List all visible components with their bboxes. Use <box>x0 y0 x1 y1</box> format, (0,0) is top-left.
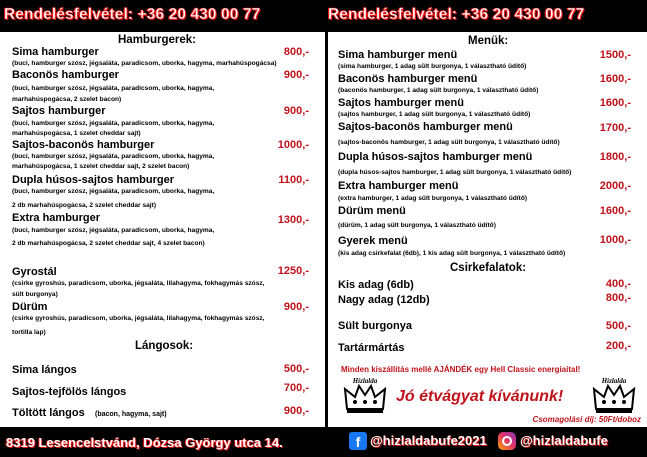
menu-item-price: 1500,- <box>599 49 631 61</box>
logo-lettering: Hízlalda <box>352 377 378 385</box>
slogan: Jó étvágyat kívánunk! <box>396 388 564 405</box>
menu-item-price: 1600,- <box>599 205 631 217</box>
langos-title: Lángosok: <box>135 340 194 352</box>
menu-item-desc: marhahúspogácsa, 1 szelet cheddar sajt) <box>12 130 141 137</box>
menu-item-desc: sült burgonya) <box>12 291 58 298</box>
menu-item-price: 400,- <box>605 278 631 290</box>
menus-title: Menük: <box>468 35 509 47</box>
menu-item-desc: (sajtos-baconös hamburger, 1 adag sült burgonya, 1 választható üdítő) <box>338 139 560 146</box>
menu-item-name: Sima hamburger <box>12 46 99 58</box>
left-menu-panel <box>0 32 325 427</box>
menu-item-price: 900,- <box>283 69 309 81</box>
instagram-handle[interactable]: @hizlaldabufe <box>520 433 608 448</box>
phone-number-right[interactable]: Rendelésfelvétel: +36 20 430 00 77 <box>328 6 585 23</box>
menu-item-name: Kis adag (6db) <box>338 279 414 291</box>
menu-item-price: 2000,- <box>599 180 631 192</box>
right-menu-panel <box>328 32 647 427</box>
crown-logo-left <box>343 375 387 415</box>
menu-item-name: Baconös hamburger <box>12 69 119 81</box>
menu-item-name: Baconös hamburger menü <box>338 73 478 85</box>
menu-item-desc: marhahúspogácsa, 2 szelet bacon) <box>12 96 122 103</box>
menu-item-name: Dupla húsos-sajtos hamburger <box>12 174 174 186</box>
menu-item-desc: (csirke gyroshús, paradicsom, uborka, jégsaláta, lilahagyma, fokhagymás szósz, <box>12 280 265 287</box>
menu-item-price: 700,- <box>283 382 309 394</box>
menu-item-price: 1250,- <box>277 265 309 277</box>
menu-item-price: 1600,- <box>599 73 631 85</box>
menu-item-price: 1700,- <box>599 122 631 134</box>
menu-item-name: Sima lángos <box>12 364 77 376</box>
packaging-fee: Csomagolási díj: 50Ft/doboz <box>532 415 641 424</box>
menu-item-price: 200,- <box>605 340 631 352</box>
menu-item-price: 500,- <box>283 363 309 375</box>
menu-item-name: Gyerek menü <box>338 235 408 247</box>
menu-item-name: Sajtos-baconös hamburger <box>12 139 155 151</box>
menu-item-price: 1000,- <box>599 234 631 246</box>
menu-item-name: Dürüm menü <box>338 205 406 217</box>
menu-item-name: Sajtos hamburger menü <box>338 97 464 109</box>
menu-item-desc: marhahúspogácsa, 1 szelet cheddar sajt, 2 szelet bacon) <box>12 163 190 170</box>
menu-item-name: Sült burgonya <box>338 320 412 332</box>
menu-item-desc: (sima hamburger, 1 adag sült burgonya, 1 választható üdítő) <box>338 63 527 70</box>
menu-item-desc: 2 db marhahúspogácsa, 2 szelet cheddar sajt, 4 szelet bacon) <box>12 240 205 247</box>
menu-item-desc: (dürüm, 1 adag sült burgonya, 1 választható üdítő) <box>338 222 496 229</box>
menu-item-price: 900,- <box>283 405 309 417</box>
menu-item-price: 800,- <box>605 292 631 304</box>
menu-item-name: Töltött lángos <box>12 407 85 419</box>
instagram-icon[interactable] <box>498 432 516 450</box>
menu-item-price: 1000,- <box>277 139 309 151</box>
menu-item-desc: (baconös hamburger, 1 adag sült burgonya, 1 választható üdítő) <box>338 87 539 94</box>
menu-item-desc: (dupla húsos-sajtos hamburger, 1 adag sült burgonya, 1 választható üdítő) <box>338 169 572 176</box>
menu-item-desc: (buci, hamburger szósz, jégsaláta, paradicsom, uborka, hagyma, <box>12 188 215 195</box>
crown-logo-right <box>592 375 636 415</box>
menu-item-desc: (csirke gyroshús, paradicsom, uborka, jégsaláta, lilahagyma, fokhagymás szósz, <box>12 315 265 322</box>
menu-item-name: Sajtos hamburger <box>12 105 106 117</box>
menu-item-desc: (buci, hamburger szósz, jégsaláta, paradicsom, uborka, hagyma, marhahúspogácsa) <box>12 60 277 67</box>
menu-item-price: 1600,- <box>599 97 631 109</box>
facebook-handle[interactable]: @hizlaldabufe2021 <box>370 433 487 448</box>
menu-item-price: 1800,- <box>599 151 631 163</box>
menu-item-name: Nagy adag (12db) <box>338 294 430 306</box>
menu-item-desc: (sajtos hamburger, 1 adag sült burgonya, 1 választható üdítő) <box>338 111 531 118</box>
menu-item-name: Extra hamburger menü <box>338 180 459 192</box>
promo-text: Minden kiszállítás mellé AJÁNDÉK egy Hell Classic energiaital! <box>341 365 581 374</box>
menu-item-desc: (buci, hamburger szósz, jégsaláta, paradicsom, uborka, hagyma, <box>12 120 215 127</box>
logo-lettering: Hízlalda <box>601 377 627 385</box>
menu-item-name: Tartármártás <box>338 342 405 354</box>
menu-item-name: Sajtos-tejfölös lángos <box>12 386 127 398</box>
menu-item-price: 800,- <box>283 46 309 58</box>
menu-item-desc: tortilla lap) <box>12 329 46 336</box>
menu-item-desc: (buci, hamburger szósz, jégsaláta, paradicsom, uborka, hagyma, <box>12 85 215 92</box>
hamburgers-title: Hamburgerek: <box>118 34 196 46</box>
menu-item-name: Dürüm <box>12 301 48 313</box>
menu-item-price: 500,- <box>605 320 631 332</box>
menu-item-price: 900,- <box>283 105 309 117</box>
menu-item-desc: (kis adag csirkefalat (6db), 1 kis adag sült burgonya, 1 választható üdítő) <box>338 250 566 257</box>
chicken-title: Csirkefalatok: <box>450 262 527 274</box>
menu-item-price: 1300,- <box>277 214 309 226</box>
menu-item-name: Gyrostál <box>12 266 57 278</box>
menu-item-name: Extra hamburger <box>12 212 101 224</box>
menu-item-note: (bacon, hagyma, sajt) <box>95 411 167 418</box>
phone-number-left[interactable]: Rendelésfelvétel: +36 20 430 00 77 <box>4 6 261 23</box>
menu-item-name: Sima hamburger menü <box>338 49 458 61</box>
menu-item-desc: (buci, hamburger szósz, jégsaláta, paradicsom, uborka, hagyma, <box>12 227 215 234</box>
menu-item-price: 900,- <box>283 301 309 313</box>
menu-item-name: Dupla húsos-sajtos hamburger menü <box>338 151 533 163</box>
menu-item-name: Sajtos-baconös hamburger menü <box>338 121 513 133</box>
menu-item-desc: (extra hamburger, 1 adag sült burgonya, 1 választható üdítő) <box>338 195 528 202</box>
address: 8319 Lesencelstvánd, Dózsa György utca 14. <box>6 435 283 450</box>
menu-item-desc: (buci, hamburger szósz, jégsaláta, paradicsom, uborka, hagyma, <box>12 153 215 160</box>
menu-item-desc: 2 db marhahúspogácsa, 2 szelet cheddar sajt) <box>12 202 157 209</box>
facebook-icon[interactable]: f <box>349 432 367 450</box>
menu-item-price: 1100,- <box>278 174 309 186</box>
